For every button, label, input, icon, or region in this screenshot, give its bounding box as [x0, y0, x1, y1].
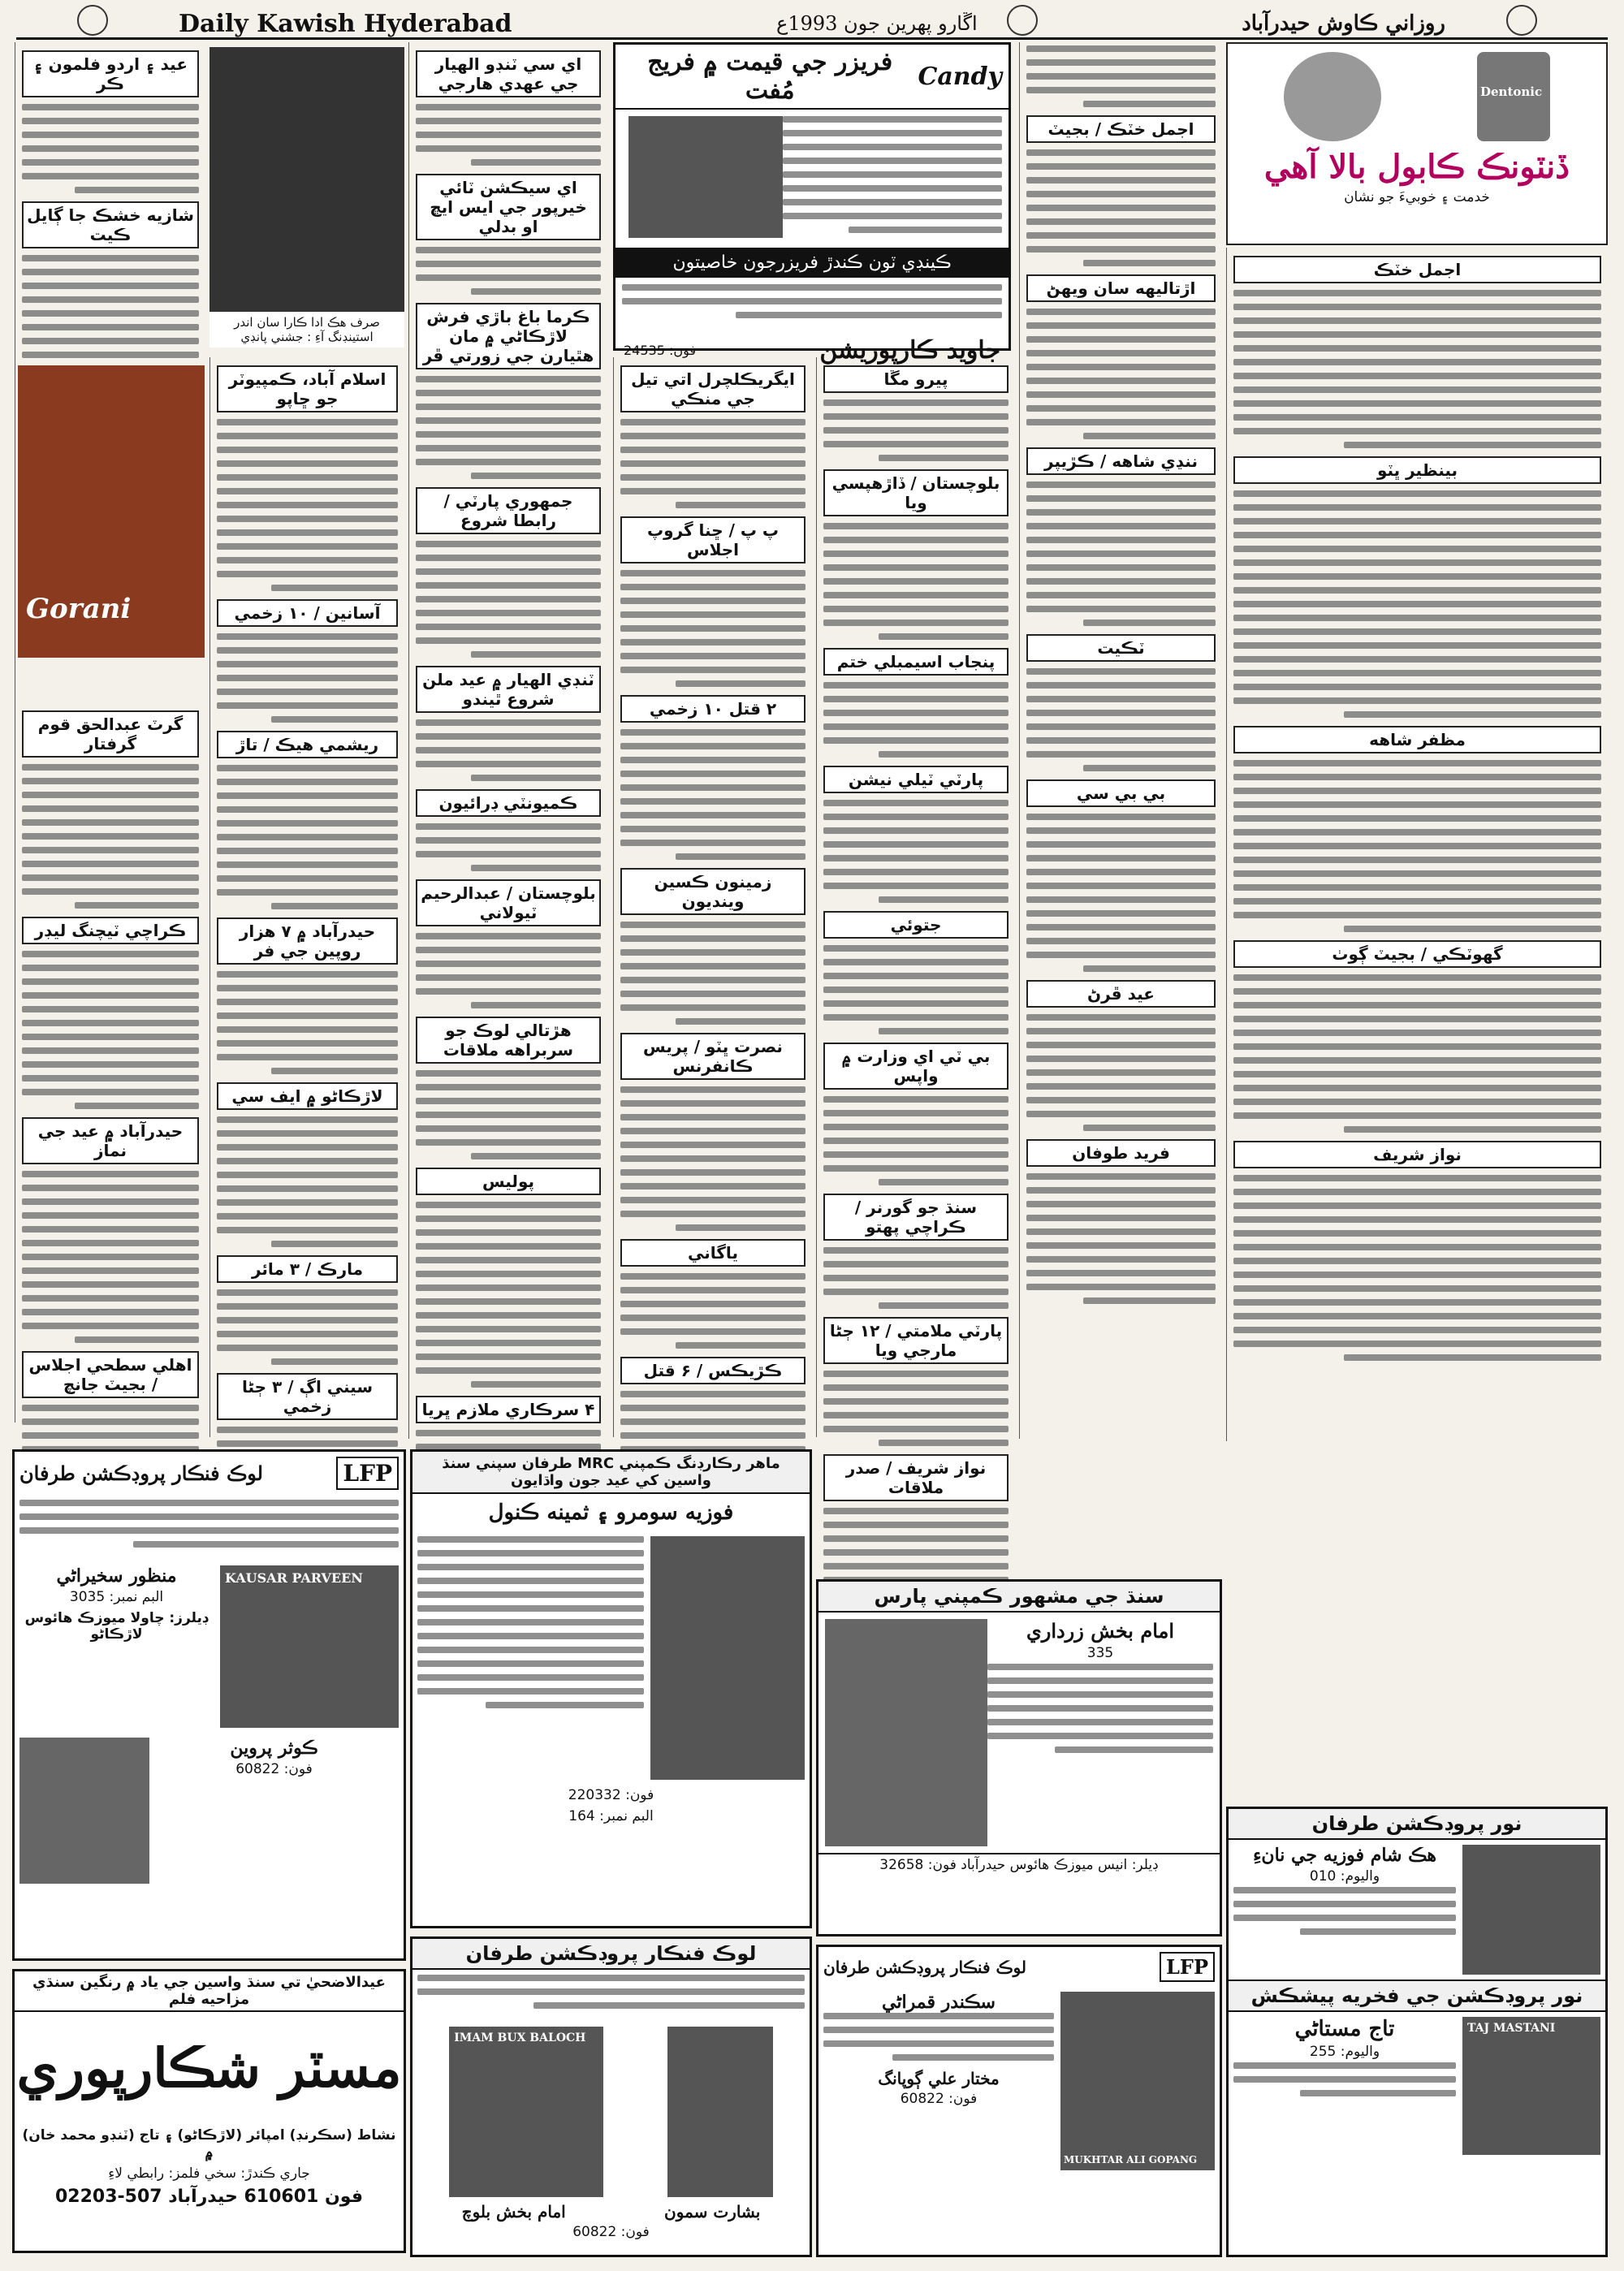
film-ad — [12, 1969, 406, 2253]
portrait-photo-top — [209, 47, 404, 348]
candy-dealer: جاويد ڪارپوريشن — [819, 336, 1000, 365]
headline-c4-2: ۲ قتل ۱۰ زخمي — [620, 695, 806, 723]
headline-c2-1: آسانين / ۱۰ زخمي — [217, 599, 398, 627]
lok-left-photo — [19, 1738, 149, 1884]
headline-c6-0: اجمل خٽڪ / بجيٽ — [1026, 115, 1216, 143]
candy-brand: Candy — [918, 62, 1002, 91]
dentonic-tagline: خدمت ۽ خوبيءَ جو نشان — [1344, 189, 1490, 205]
lok-ad-right — [816, 1945, 1222, 2257]
column-1 — [15, 42, 205, 1423]
sindh-company-footer: ڊيلر: انيس ميوزڪ هائوس حيدرآباد فون: 32658 — [818, 1853, 1220, 1876]
column-4 — [613, 357, 812, 1437]
film-phone: فون 610601 حيدرآباد 507-02203 — [54, 2187, 363, 2207]
lok-right-cassette-image — [1060, 1992, 1215, 2170]
lok-left-cassette-image — [220, 1565, 399, 1728]
headline-c3-1: اي سيڪشن ٽائي خيرپور جي ايس ايڇ او بدلي — [416, 174, 601, 240]
candy-phone: فون: 24535 — [624, 343, 697, 358]
lok-right-cassette-label: MUKHTAR ALI GOPANG — [1064, 2154, 1198, 2165]
gorani-label: Gorani — [26, 593, 132, 625]
masthead-sindhi-title: روزاني ڪاوش حيدرآباد — [1242, 11, 1445, 36]
headline-c5-6: سنڌ جو گورنر / ڪراچي پهتو — [823, 1194, 1009, 1241]
sindh-company-photo — [825, 1619, 987, 1846]
noor-album: واليوم: 010 — [1309, 1868, 1380, 1885]
column-2 — [209, 357, 404, 1437]
lok-right-title: لوڪ فنڪار پروڊڪشن طرفان — [823, 1957, 1026, 1977]
headline-c3-0: اي سي ٽنڊو الهيار جي عهدي هارجي — [416, 50, 601, 97]
lok-left-title: لوڪ فنڪار پروڊڪشن طرفان — [19, 1461, 263, 1485]
sindh-company-album: 335 — [1086, 1645, 1114, 1661]
lok-left-cassette-label: KAUSAR PARVEEN — [225, 1570, 363, 1586]
headline-c2-4: لاڙڪاڻو ۾ ايف سي — [217, 1082, 398, 1110]
dentonic-headline: ڏنٽونڪ ڪابول بالا آهي — [1263, 148, 1570, 186]
headline-c4-5: ياگاني — [620, 1239, 806, 1267]
headline-c5-5: بي ٽي اي وزارت ۾ واپس — [823, 1043, 1009, 1090]
lok-left-singer2: ڪوثر پروين — [230, 1738, 318, 1759]
lok-right-phone: فون: 60822 — [900, 2091, 978, 2107]
masthead — [16, 10, 1608, 40]
headline-c4-3: زمينون ڪسين وينديون — [620, 868, 806, 915]
headline-c5-7: پارٽي ملامتي / ۱۲ ڄڻا مارجي ويا — [823, 1317, 1009, 1364]
lok-left-album: البم نمبر: 3035 — [69, 1589, 164, 1605]
headline-c6-6: فريد طوفان — [1026, 1139, 1216, 1167]
headline-c1-5: اهلي سطحي اجلاس / بجيٽ جانچ — [22, 1351, 199, 1398]
headline-c3-2: ڪرما باغ باڙي فرش لاڙڪاڻي ۾ مان هٿيارن جي زورتي ڦر — [416, 303, 601, 369]
logo-emblem-icon — [1284, 52, 1381, 141]
headline-c2-5: مارڪ / ۳ مائر — [217, 1255, 398, 1283]
headline-c5-8: نواز شريف / صدر ملاقات — [823, 1454, 1009, 1501]
headline-c5-3: پارٽي ٽيلي نيشن — [823, 766, 1009, 793]
candy-headline: فريزر جي قيمت ۾ فريج مُفت — [647, 48, 893, 105]
headline-c6-2: ننڍي شاهه / ڪڙيپر — [1026, 447, 1216, 475]
lok-center-photo-1 — [667, 2027, 773, 2197]
lok-center-singer1: بشارت سمون — [664, 2202, 761, 2221]
noor-photo-1 — [1462, 1845, 1600, 1975]
headline-c6-5: عيد ڦرڻ — [1026, 980, 1216, 1008]
noor-album2: واليوم: 255 — [1309, 2044, 1380, 2060]
freezer-image — [628, 116, 783, 238]
headline-c3-6: بلوچستان / عبدالرحيم ٽيولاني — [416, 879, 601, 926]
noor-cassette-image — [1462, 2017, 1600, 2155]
headline-c6-3: ٽڪيت — [1026, 634, 1216, 662]
headline-c2-3: حيدرآباد ۾ ۷ هزار روپين جي فر — [217, 917, 398, 965]
sindh-company-ad — [816, 1579, 1222, 1936]
mrc-ad — [410, 1449, 812, 1928]
headline-c3-9: ۴ سرڪاري ملازم ڀريا — [416, 1396, 601, 1423]
headline-c3-3: جمهوري پارٽي / رابطا شروع — [416, 487, 601, 534]
column-7 — [1226, 248, 1608, 1441]
mrc-phone: فون: 220332 — [568, 1787, 654, 1803]
noor-title: نور پروڊڪشن طرفان — [1229, 1809, 1605, 1840]
headline-c5-0: پيرو مڱا — [823, 365, 1009, 393]
lok-ad-center — [410, 1936, 812, 2257]
headline-c1-0: عيد ۽ اردو فلمون ۽ ڪر — [22, 50, 199, 97]
film-name: مسٽر شڪارپوري — [16, 2036, 402, 2100]
headline-c3-7: هڙتالي لوڪ جو سربراهه ملاقات — [416, 1017, 601, 1064]
headline-c4-1: پ پ / ڇنا گروپ اجلاس — [620, 516, 806, 563]
headline-c2-2: ريشمي هيڪ / تاڙ — [217, 731, 398, 758]
lok-left-phone: فون: 60822 — [235, 1761, 313, 1777]
headline-c3-5: ڪميونٽي ڊرائيون — [416, 789, 601, 817]
headline-c1-3: ڪراچي ٽيچنگ ليڊر — [22, 917, 199, 944]
noor-ad — [1226, 1807, 1608, 2257]
lok-right-singer1: سڪندر قمراڻي — [882, 1992, 996, 2013]
headline-c5-2: پنجاب اسيمبلي ختم — [823, 648, 1009, 676]
headline-c4-6: ڪڙيڪس / ۶ قتل — [620, 1357, 806, 1384]
lok-center-cassette-label: IMAM BUX BALOCH — [454, 2031, 586, 2044]
headline-c7-1: بينظير ڀٽو — [1233, 456, 1601, 484]
mrc-album: فوزيه سومرو ۽ ثمينه ڪنول — [488, 1500, 734, 1525]
lok-left-dealer: ڊيلرز: چاولا ميوزڪ هائوس لاڙڪاڻو — [24, 1610, 209, 1643]
lok-right-singer2: مختار علي ڳوپانگ — [878, 2069, 1000, 2088]
headline-c3-8: پوليس — [416, 1168, 601, 1195]
lok-center-singer2: امام بخش بلوچ — [461, 2202, 566, 2221]
noor-tagline: نور پروڊڪشن جي فخريه پيشڪش — [1229, 1980, 1605, 2012]
toothpaste-can-icon — [1477, 52, 1550, 141]
sindh-company-singer: امام بخش زرداري — [1026, 1619, 1175, 1643]
column-3 — [408, 42, 607, 1439]
lok-left-singer1: منظور سخيراڻي — [56, 1565, 177, 1587]
headline-c5-4: جتوئي — [823, 911, 1009, 939]
masthead-date: اڱارو پهرين جون 1993ع — [776, 12, 978, 35]
headline-c6-4: بي بي سي — [1026, 779, 1216, 807]
headline-c6-1: اڙتاليهه سان ويهڻ — [1026, 274, 1216, 302]
candy-ad — [613, 42, 1011, 365]
masthead-english-title: Daily Kawish Hyderabad — [179, 9, 512, 38]
film-contact: جاري ڪندڙ: سخي فلمز: رابطي لاءِ — [108, 2165, 310, 2182]
headline-c1-1: شازيه خشڪ جا ڳايل ڪيت — [22, 201, 199, 248]
headline-c7-4: نواز شريف — [1233, 1141, 1601, 1168]
lok-right-logo: LFP — [1160, 1952, 1215, 1982]
portrait-caption: صرف هڪ ادا ڪارا سان اندر استينڊنگ آءِ : جشني پانڊي — [209, 312, 404, 348]
lok-center-cassette-image — [449, 2027, 603, 2197]
headline-c5-1: بلوچستان / ڏاڙهپسي ويا — [823, 469, 1009, 516]
headline-c7-2: مظفر شاهه — [1233, 726, 1601, 753]
column-6 — [1019, 42, 1222, 1439]
film-cinema: نشاط (سڪرنڊ) امپائر (لاڙڪاڻو) ۽ تاج (ٽنڊو محمد خان) ۾ — [22, 2127, 396, 2161]
headline-c3-4: ٽنڊي الهيار ۾ عيد ملن شروع ٿيندو — [416, 666, 601, 713]
lok-center-phone: فون: 60822 — [572, 2224, 650, 2240]
lok-left-logo: LFP — [336, 1457, 399, 1490]
headline-c4-4: نصرت ڀٽو / پريس ڪانفرنس — [620, 1033, 806, 1080]
lok-ad-left — [12, 1449, 406, 1961]
headline-c1-4: حيدرآباد ۾ عيد جي نماز — [22, 1117, 199, 1164]
mrc-cassette-image — [650, 1536, 805, 1780]
headline-c7-3: گهوٽڪي / بجيٽ ڳوٺ — [1233, 940, 1601, 968]
headline-c1-2: گرٽ عبدالحق قوم گرفتار — [22, 710, 199, 758]
headline-c7-0: اجمل خٽڪ — [1233, 256, 1601, 283]
gorani-photo — [18, 365, 205, 658]
column-5 — [816, 357, 1015, 1497]
mrc-title: ماهر رڪارڊنگ ڪمپني MRC طرفان سپني سنڌ واسين کي عيد جون واڌايون — [412, 1452, 810, 1494]
candy-tagline: ڪينڊي ٽون ڪندڙ فريزرجون خاصيتون — [615, 248, 1009, 278]
lok-center-title: لوڪ فنڪار پروڊڪشن طرفان — [412, 1939, 810, 1970]
sindh-company-title: سنڌ جي مشهور ڪمپني پارس — [818, 1582, 1220, 1613]
dentonic-brand: Dentonic — [1480, 84, 1543, 99]
headline-c2-6: سيني اڳ / ۳ ڄڻا زخمي — [217, 1373, 398, 1420]
film-title: عيدالاضحيٰ تي سنڌ واسين جي ياد ۾ رنگين سنڌي مزاحيه فلم — [15, 1971, 404, 2012]
noor-singer: هڪ شام فوزيه جي نانءِ — [1253, 1845, 1436, 1866]
noor-singer2: تاج مستاڻي — [1294, 2017, 1395, 2041]
mrc-release: البم نمبر: 164 — [568, 1808, 654, 1824]
headline-c4-0: ايگريڪلچرل اتي تيل جي منڪي — [620, 365, 806, 412]
headline-c2-0: اسلام آباد، ڪمپيوٽر جو ڇاپو — [217, 365, 398, 412]
dentonic-ad — [1226, 42, 1608, 245]
noor-cassette-label: TAJ MASTANI — [1467, 2022, 1556, 2035]
